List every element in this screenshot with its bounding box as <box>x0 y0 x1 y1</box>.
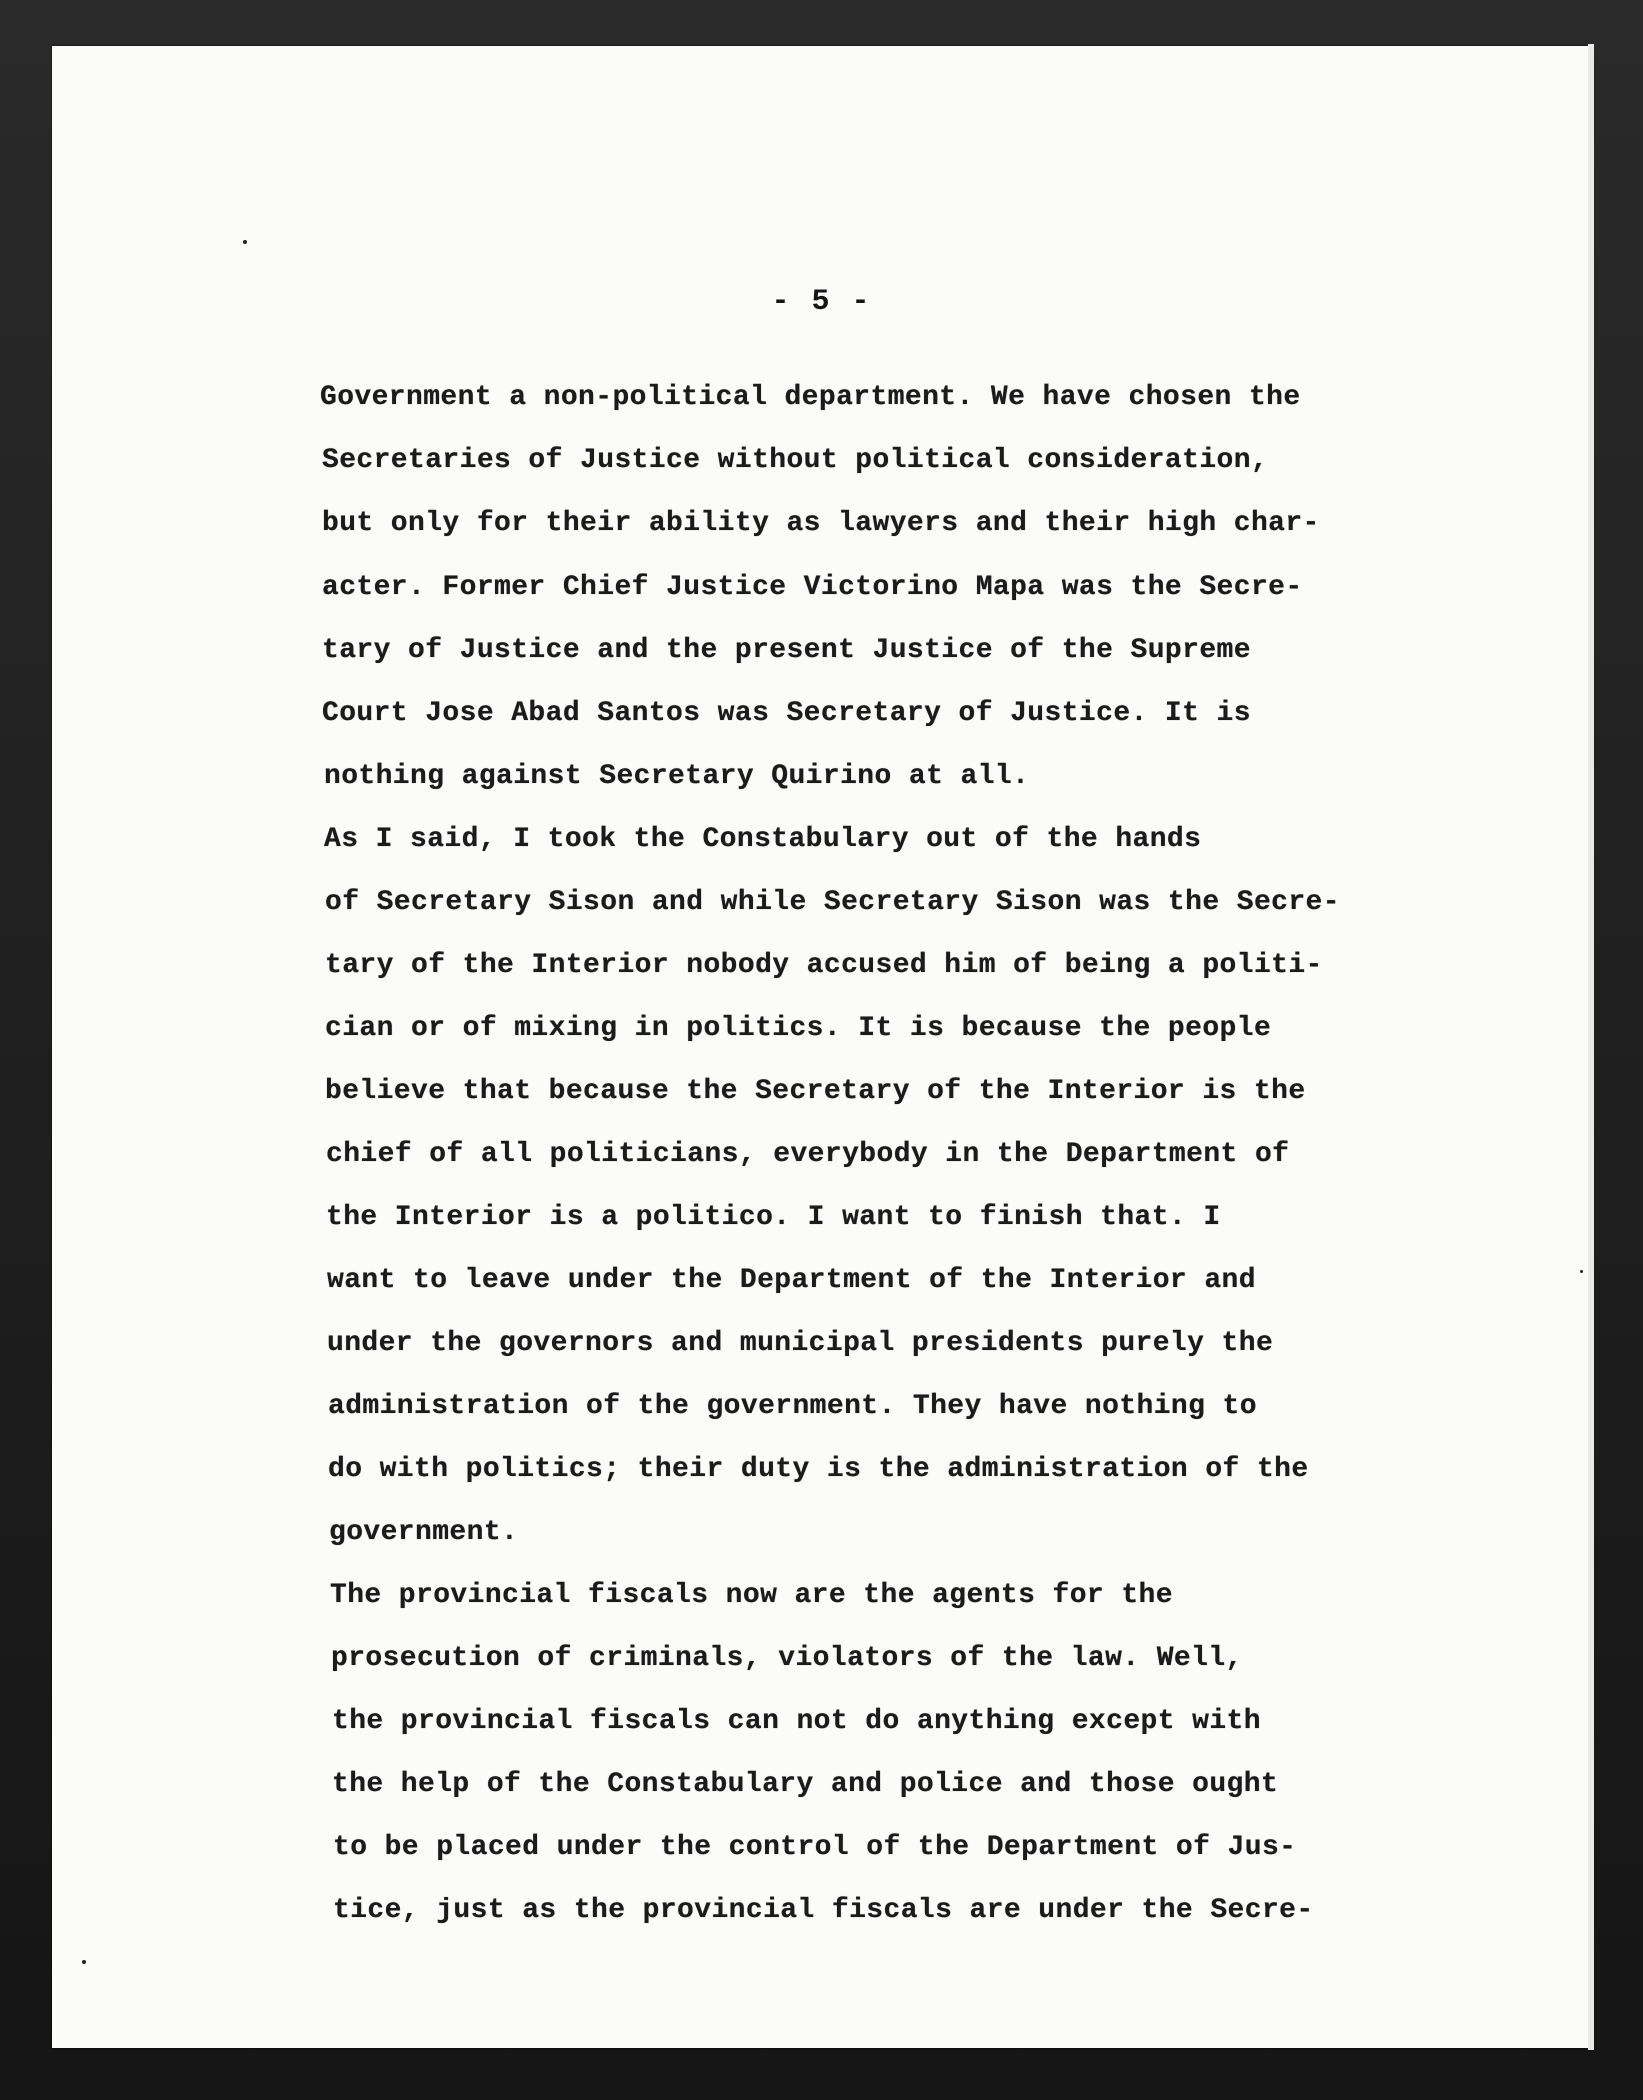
text-line: the provincial fiscals can not do anything except with <box>332 1706 1261 1737</box>
dust-speck <box>243 240 247 244</box>
text-line: administration of the government. They have nothing to <box>328 1391 1257 1422</box>
text-line: do with politics; their duty is the administration of the <box>328 1454 1309 1485</box>
text-line: As I said, I took the Constabulary out of the hands <box>324 824 1202 855</box>
text-line: tary of the Interior nobody accused him of being a politi- <box>325 950 1323 981</box>
text-line: to be placed under the control of the Department of Jus- <box>333 1832 1297 1863</box>
text-line: nothing against Secretary Quirino at all. <box>324 761 1030 792</box>
text-line: of Secretary Sison and while Secretary Sison was the Secre- <box>325 887 1340 918</box>
text-line: believe that because the Secretary of the Interior is the <box>325 1076 1306 1107</box>
text-line: government. <box>329 1517 519 1548</box>
text-line: cian or of mixing in politics. It is because the people <box>325 1013 1272 1044</box>
text-line: under the governors and municipal presidents purely the <box>327 1328 1274 1359</box>
text-line: the Interior is a politico. I want to finish that. I <box>326 1202 1221 1233</box>
text-line: the help of the Constabulary and police and those ought <box>332 1769 1279 1800</box>
text-line: but only for their ability as lawyers and their high char- <box>322 508 1320 539</box>
text-line: acter. Former Chief Justice Victorino Mapa was the Secre- <box>322 572 1303 603</box>
page-number: - 5 - <box>771 285 872 319</box>
dust-speck <box>82 1960 86 1964</box>
text-line: The provincial fiscals now are the agents for the <box>330 1580 1173 1611</box>
text-line: tice, just as the provincial fiscals are under the Secre- <box>333 1895 1314 1926</box>
paper-sheet <box>52 46 1592 2048</box>
text-line: Court Jose Abad Santos was Secretary of Justice. It is <box>322 698 1251 729</box>
text-line: want to leave under the Department of the Interior and <box>327 1265 1256 1296</box>
dust-speck <box>1580 1270 1583 1273</box>
text-line: Secretaries of Justice without political consideration, <box>322 445 1269 476</box>
text-line: chief of all politicians, everybody in the Department of <box>326 1139 1290 1170</box>
text-line: tary of Justice and the present Justice of the Supreme <box>322 635 1251 666</box>
text-line: prosecution of criminals, violators of the law. Well, <box>331 1643 1243 1674</box>
paper-edge <box>1588 44 1594 2050</box>
text-line: Government a non-political department. We have chosen the <box>320 382 1301 413</box>
